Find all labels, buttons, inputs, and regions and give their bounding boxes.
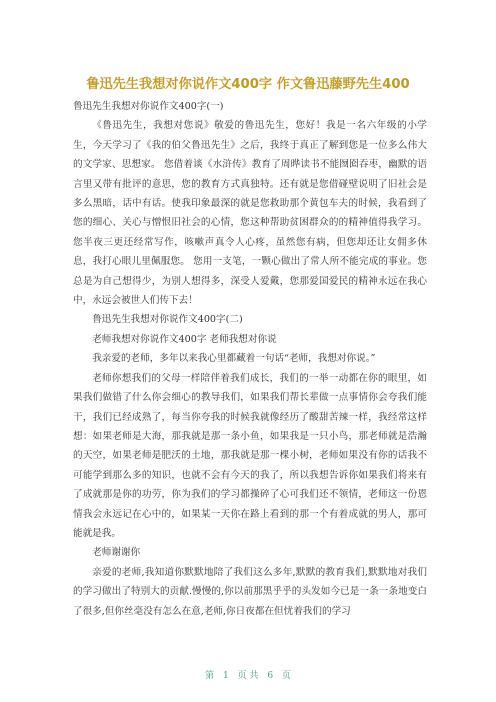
paragraph: 《鲁迅先生，我想对您说》敬爱的鲁迅先生，您好！我是一名六年级的小学生，今天学习了《我的伯父鲁迅先生》之后，我终于真正了解到您是一位多么伟大的文学家、思想家。 您借着谈《水浒传》教育了周晔读书不能囫囵吞枣，幽默的语言里又带有批评的意思，您的教育方式真独特。还有就是您借碰壁说明了旧社会是多么黑暗，话中有话。使我印象最深的就是您救助那个黄包车夫的时候，我看到了您的细心、关心与憎恨旧社会的心情，您这种帮助贫困群众的的精神值得我学习。您半夜三更还经常写作，咳嗽声真令人心疼，虽然您有病，但您却还让女佣多休息，我打心眼儿里佩服您。 您用一支笔，一颗心做出了常人所不能完成的事业。您总是为自己想得少，为别人想得多，深受人爱戴，您那爱国爱民的精神永远在我心中，永远会被世人们传下去！	[73, 120, 427, 307]
paragraph: 我亲爱的老师，多年以来我心里都藏着一句话“老师，我想对你说。”	[92, 353, 376, 365]
document-title: 鲁迅先生我想对你说作文400字 作文鲁迅藤野先生400	[86, 77, 410, 92]
paragraph: 老师你想我们的父母一样陪伴着我们成长，我们的一举一动都在你的眼里，如果我们做错了什么你会细心的教导我们，如果我们帮长辈做一点事情你会夸我们能干，我们已经成熟了，每当你夸我的时候我就像经历了酸甜苦辣一样，我经常这样想：如果老师是大海，那我就是那一条小鱼，如果我是一只小鸟，那老师就是浩瀚的天空，如果老师是肥沃的土地，那我就是那一棵小树，老师如果没有你的话我不可能学到那么多的知识，也就不会有今天的我了，所以我想告诉你如果我们将来有了成就那是你的功劳，你为我们的学习都操碎了心可我们还不领情，老师这一份恩情我会永远记在心中的，如果某一天你在路上看到的那一个有着成就的男人，那可能就是我。	[73, 372, 427, 539]
footer-page-current: 1	[222, 671, 229, 681]
footer-page-total: 6	[267, 671, 274, 681]
paragraph: 鲁迅先生我想对你说作文400字(二)	[92, 314, 243, 326]
footer-of-label: 页 共	[237, 671, 259, 681]
paragraph: 亲爱的老师,我知道你默默地陪了我们这么多年,默默的教育我们,默默地对我们的学习做出了特别大的贡献.慢慢的,你以前那黑乎乎的头发如今已是一条一条地变白了很多,但你丝毫没有怎么在意,老师,你日夜都在但忧着我们的学习	[73, 566, 427, 617]
paragraph: 老师我想对你说作文400字 老师我想对你说	[92, 333, 277, 345]
document-body	[73, 97, 427, 621]
footer-page-label: 第	[205, 671, 215, 681]
page-footer	[0, 668, 496, 681]
paragraph: 老师谢谢你	[92, 547, 141, 559]
paragraph: 鲁迅先生我想对你说作文400字(一)	[73, 101, 224, 112]
footer-pages-label: 页	[281, 671, 291, 681]
